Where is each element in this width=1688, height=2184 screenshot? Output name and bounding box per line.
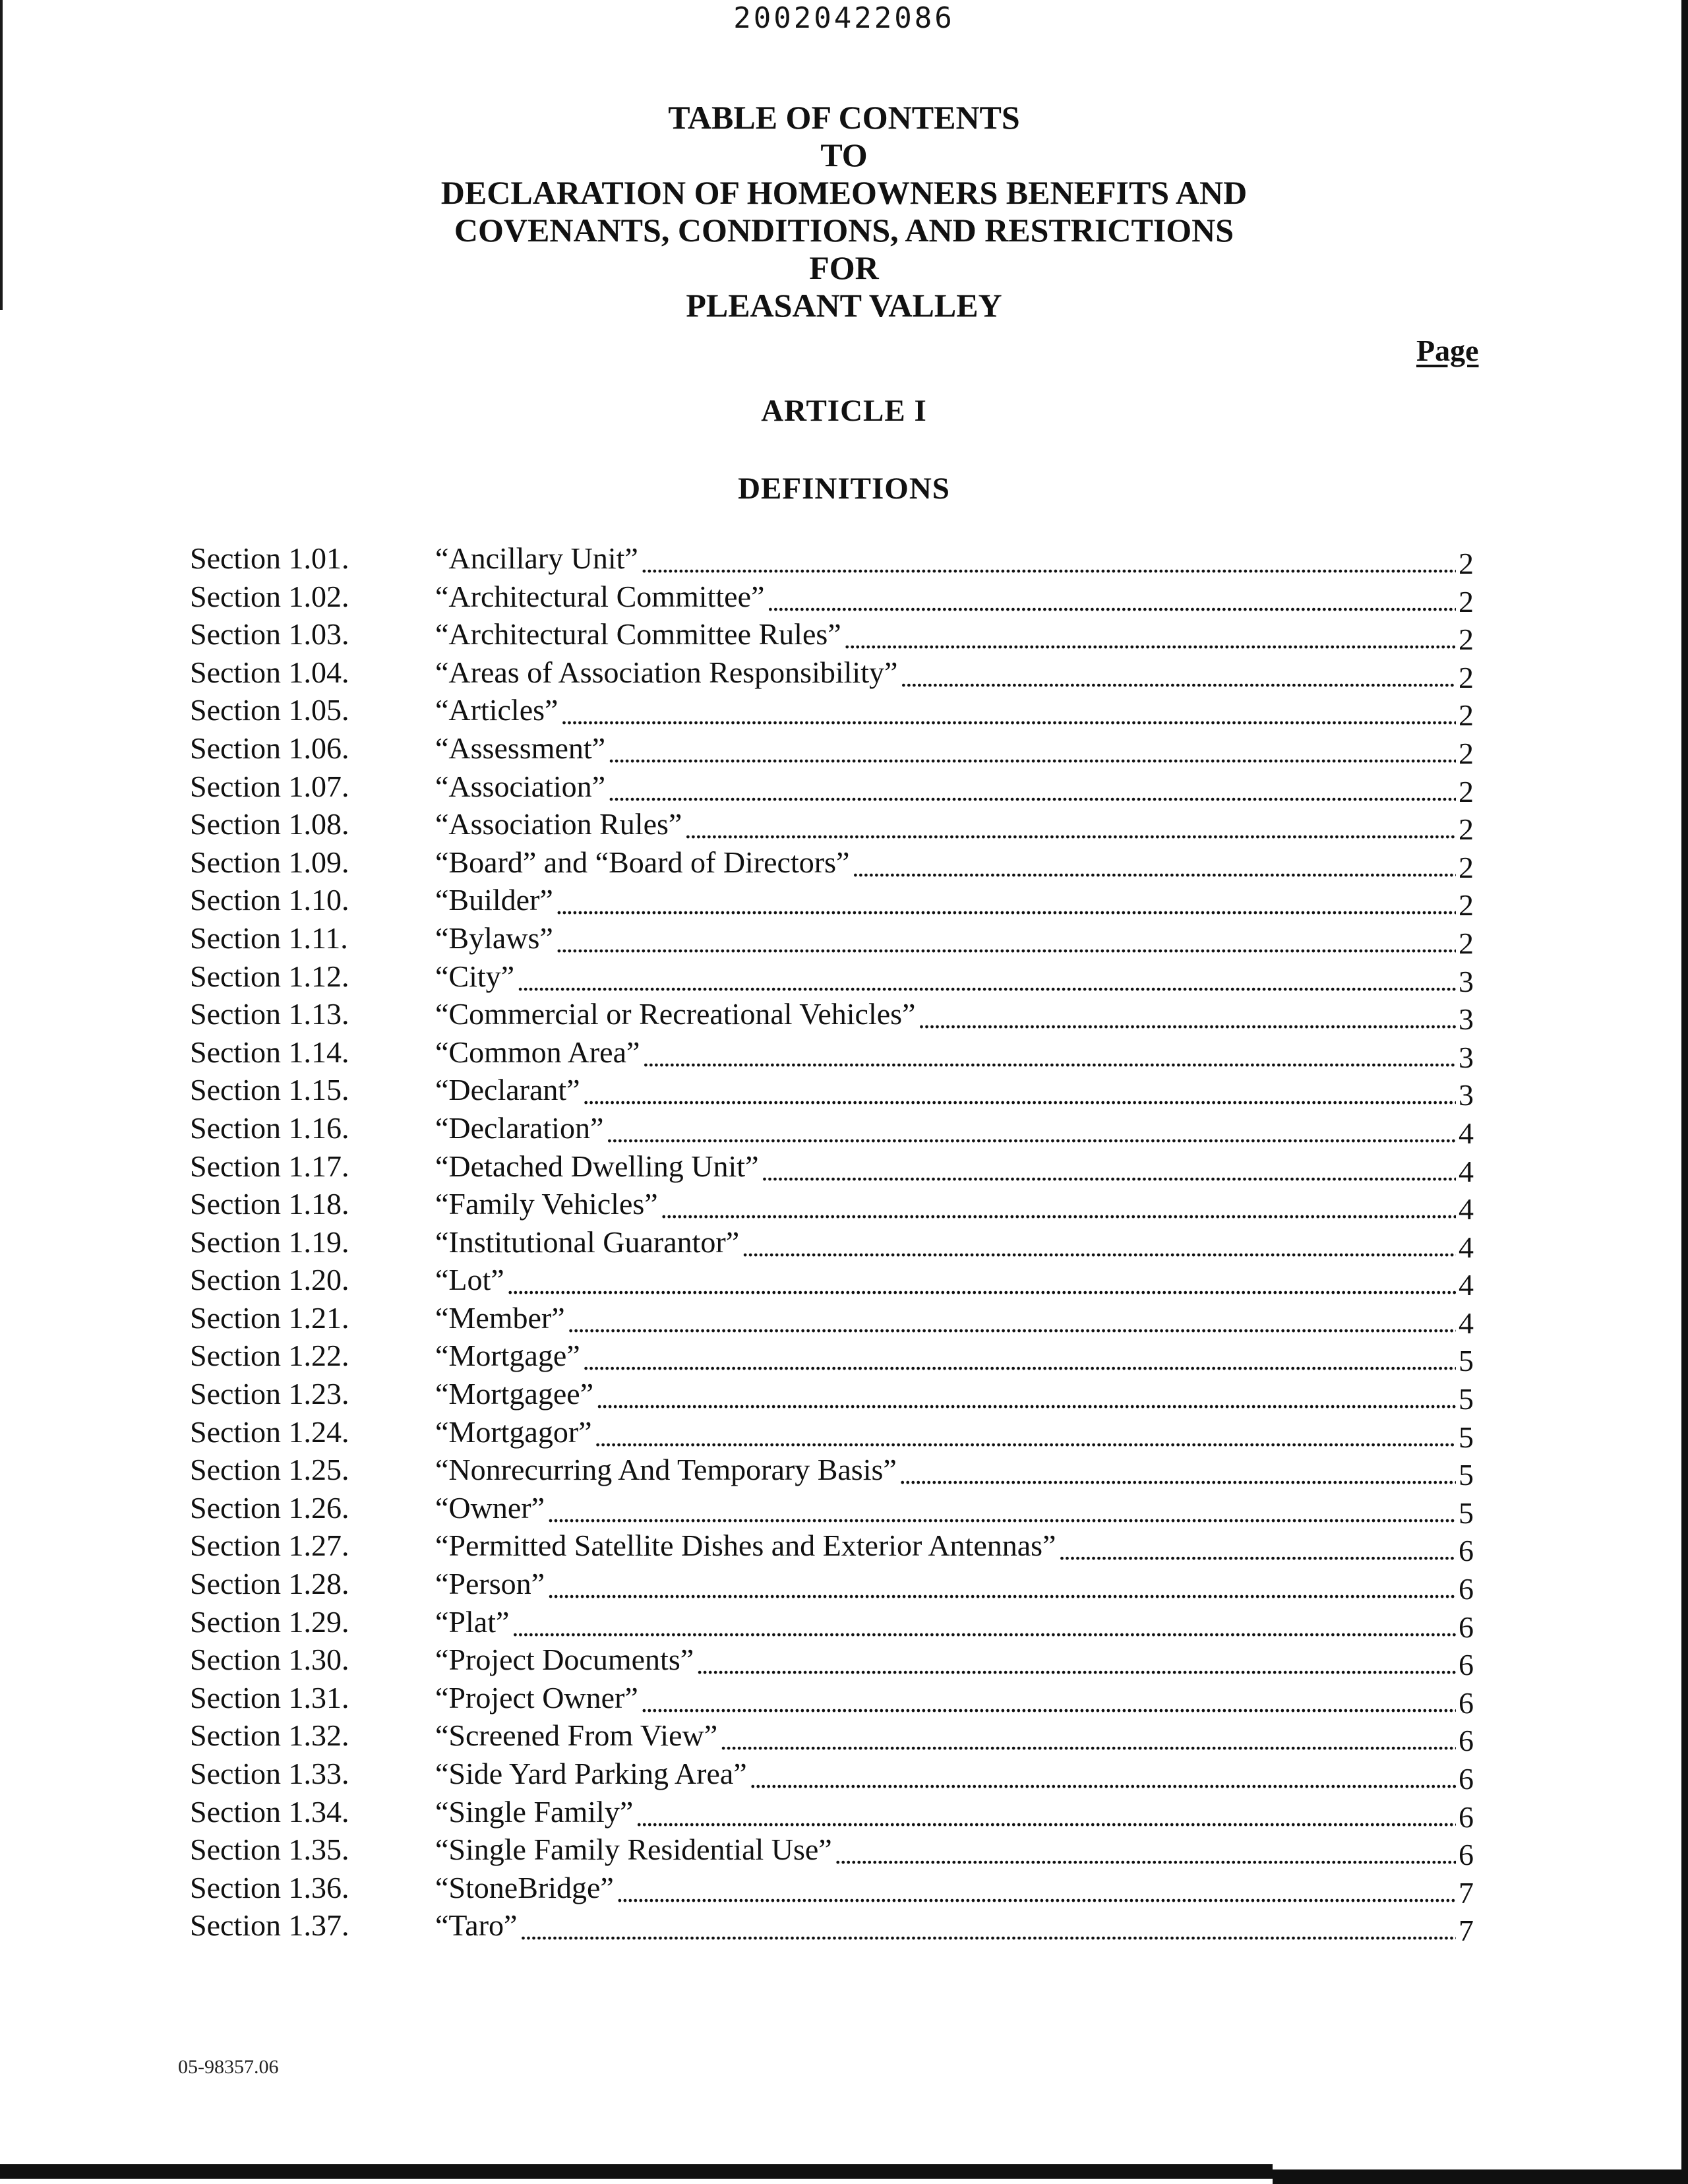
- toc-row: [171, 1755, 1474, 1796]
- toc-page-number: 2: [1459, 698, 1474, 733]
- toc-entry: [435, 653, 1474, 693]
- toc-page-number: 5: [1459, 1458, 1474, 1492]
- toc-section-number: Section 1.34.: [190, 1794, 349, 1829]
- toc-page-number: 5: [1459, 1496, 1474, 1530]
- toc-entry: [435, 1185, 1474, 1225]
- toc-page-number: 4: [1459, 1306, 1474, 1340]
- toc-entry: [435, 1565, 1474, 1604]
- toc-entry-title: “StoneBridge”: [435, 1870, 614, 1904]
- toc-page-number: 2: [1459, 660, 1474, 694]
- toc-page-number: 5: [1459, 1420, 1474, 1454]
- toc-page-number: 2: [1459, 812, 1474, 847]
- toc-page-number: 2: [1459, 888, 1474, 923]
- toc-entry: [435, 1527, 1474, 1566]
- toc-entry: [435, 768, 1474, 807]
- toc-page-number: 6: [1459, 1724, 1474, 1758]
- toc-entry: [435, 1603, 1474, 1643]
- toc-entry-title: “Assessment”: [435, 731, 606, 765]
- toc-entry-title: “Single Family Residential Use”: [435, 1833, 832, 1867]
- toc-row: [171, 1679, 1474, 1720]
- toc-row: [171, 1716, 1474, 1758]
- toc-row: [171, 1337, 1474, 1378]
- toc-page-number: 6: [1459, 1800, 1474, 1834]
- toc-row: [171, 615, 1474, 657]
- toc-entry-title: “Project Owner”: [435, 1680, 638, 1714]
- title-line-6: PLEASANT VALLEY: [686, 287, 1002, 324]
- toc-page-number: 2: [1459, 584, 1474, 619]
- toc-page-number: 6: [1459, 1534, 1474, 1568]
- toc-row: [171, 1906, 1474, 1948]
- toc-entry: [435, 1489, 1474, 1529]
- toc-entry: [435, 1375, 1474, 1414]
- toc-row: [171, 1261, 1474, 1302]
- toc-section-number: Section 1.09.: [190, 845, 349, 879]
- toc-entry: [435, 1906, 1474, 1946]
- toc-section-number: Section 1.21.: [190, 1300, 349, 1335]
- toc-row: [171, 539, 1474, 578]
- toc-row: [171, 1109, 1474, 1150]
- toc-entry: [435, 1641, 1474, 1680]
- toc-entry: [435, 1147, 1474, 1187]
- toc-entry-title: “Declaration”: [435, 1110, 604, 1145]
- toc-row: [171, 768, 1474, 806]
- toc-entry: [435, 805, 1474, 845]
- toc-section-number: Section 1.24.: [190, 1414, 349, 1449]
- toc-row: [171, 1869, 1474, 1910]
- toc-entry-title: “Plat”: [435, 1604, 510, 1639]
- toc-entry-title: “Mortgagee”: [435, 1377, 594, 1411]
- toc-row: [171, 1413, 1474, 1454]
- toc-row: [171, 653, 1474, 692]
- toc-section-number: Section 1.06.: [190, 731, 349, 765]
- toc-page-number: 3: [1459, 964, 1474, 998]
- toc-row: [171, 1033, 1474, 1072]
- toc-section-number: Section 1.07.: [190, 769, 349, 803]
- toc-page-number: 4: [1459, 1192, 1474, 1227]
- page-column-label: Page: [1416, 334, 1479, 367]
- toc-row: [171, 729, 1474, 768]
- toc-section-number: Section 1.35.: [190, 1833, 349, 1867]
- toc-section-number: Section 1.28.: [190, 1567, 349, 1601]
- toc-page-number: 6: [1459, 1572, 1474, 1606]
- toc-entry: [435, 1679, 1474, 1718]
- toc-entry-title: “Declarant”: [435, 1073, 580, 1107]
- toc-page-number: 4: [1459, 1230, 1474, 1264]
- toc-section-number: Section 1.10.: [190, 883, 349, 917]
- toc-row: [171, 1793, 1474, 1834]
- article-subheading: DEFINITIONS: [738, 471, 950, 506]
- toc-entry-title: “Institutional Guarantor”: [435, 1225, 740, 1259]
- toc-entry-title: “Commercial or Recreational Vehicles”: [435, 997, 916, 1031]
- toc-entry-title: “Member”: [435, 1300, 565, 1335]
- toc-row: [171, 578, 1474, 619]
- toc-page-number: 2: [1459, 850, 1474, 884]
- toc-page-number: 3: [1459, 1040, 1474, 1074]
- toc-page-number: 3: [1459, 1078, 1474, 1112]
- toc-entry: [435, 729, 1474, 769]
- toc-entry-title: “Builder”: [435, 883, 553, 917]
- toc-page-number: 2: [1459, 736, 1474, 770]
- toc-entry-title: “Single Family”: [435, 1794, 634, 1829]
- toc-entry: [435, 1869, 1474, 1908]
- toc-page-number: 5: [1459, 1382, 1474, 1416]
- toc-page-number: 6: [1459, 1610, 1474, 1644]
- document-id: 20020422086: [733, 1, 955, 35]
- toc-entry: [435, 615, 1474, 655]
- toc-section-number: Section 1.11.: [190, 921, 348, 955]
- toc-entry-title: “Architectural Committee”: [435, 579, 765, 613]
- toc-section-number: Section 1.15.: [190, 1073, 349, 1107]
- toc-section-number: Section 1.17.: [190, 1149, 349, 1183]
- toc-row: [171, 1375, 1474, 1416]
- toc-page-number: 2: [1459, 547, 1474, 580]
- toc-row: [171, 1831, 1474, 1872]
- toc-section-number: Section 1.03.: [190, 617, 349, 652]
- toc-entry-title: “City”: [435, 959, 515, 993]
- toc-entry: [435, 1071, 1474, 1110]
- toc-row: [171, 1603, 1474, 1644]
- toc-section-number: Section 1.27.: [190, 1529, 349, 1563]
- toc-row: [171, 1527, 1474, 1568]
- toc-section-number: Section 1.14.: [190, 1035, 349, 1069]
- toc-section-number: Section 1.08.: [190, 807, 349, 841]
- toc-section-number: Section 1.13.: [190, 997, 349, 1031]
- toc-page-number: 6: [1459, 1762, 1474, 1796]
- toc-row: [171, 957, 1474, 996]
- toc-row: [171, 1185, 1474, 1227]
- toc-row: [171, 691, 1474, 733]
- toc-page-number: 2: [1459, 622, 1474, 657]
- toc-entry-title: “Ancillary Unit”: [435, 541, 638, 575]
- toc-section-number: Section 1.26.: [190, 1490, 349, 1525]
- toc-section-number: Section 1.30.: [190, 1643, 349, 1677]
- scan-border-bottom: [0, 2164, 1273, 2179]
- toc-row: [171, 995, 1474, 1037]
- toc-entry: [435, 1755, 1474, 1794]
- toc-section-number: Section 1.33.: [190, 1757, 349, 1790]
- article-heading: ARTICLE I: [761, 394, 927, 428]
- toc-entry-title: “Bylaws”: [435, 921, 553, 955]
- toc-section-number: Section 1.05.: [190, 693, 349, 727]
- toc-section-number: Section 1.23.: [190, 1377, 349, 1411]
- toc-entry-title: “Areas of Association Responsibility”: [435, 655, 898, 689]
- toc-page-number: 5: [1459, 1344, 1474, 1378]
- toc-entry: [435, 1413, 1474, 1453]
- toc-row: [171, 881, 1474, 923]
- toc-entry-title: “Screened From View”: [435, 1718, 718, 1753]
- toc-entry: [435, 1337, 1474, 1376]
- toc-section-number: Section 1.20.: [190, 1263, 349, 1297]
- toc-entry-title: “Nonrecurring And Temporary Basis”: [435, 1453, 897, 1487]
- toc-entry: [435, 1793, 1474, 1833]
- toc-row: [171, 919, 1474, 960]
- toc-entry: [435, 881, 1474, 921]
- toc-row: [171, 843, 1474, 882]
- title-line-5: FOR: [809, 249, 879, 286]
- toc-entry: [435, 1109, 1474, 1149]
- toc-row: [171, 1451, 1474, 1492]
- table-of-contents-list: [171, 539, 1474, 1948]
- toc-page-number: 7: [1459, 1914, 1474, 1948]
- toc-entry: [435, 1261, 1474, 1300]
- toc-entry-title: “Side Yard Parking Area”: [435, 1757, 747, 1790]
- toc-section-number: Section 1.22.: [190, 1339, 349, 1373]
- title-line-4: COVENANTS, CONDITIONS, AND RESTRICTIONS: [454, 212, 1234, 249]
- toc-page-number: 4: [1459, 1268, 1474, 1302]
- toc-dot-leader: [520, 1910, 1456, 1950]
- toc-page-number: 6: [1459, 1685, 1474, 1720]
- toc-entry: [435, 691, 1474, 731]
- scan-border-bottom-right: [1273, 2169, 1688, 2184]
- toc-entry-title: “Mortgage”: [435, 1339, 580, 1373]
- toc-page-number: 6: [1459, 1838, 1474, 1872]
- toc-entry: [435, 995, 1474, 1035]
- toc-entry-title: “Permitted Satellite Dishes and Exterior Antennas”: [435, 1529, 1056, 1563]
- toc-row: [171, 1147, 1474, 1186]
- toc-entry-title: “Common Area”: [435, 1035, 640, 1069]
- toc-entry-title: “Architectural Committee Rules”: [435, 617, 841, 652]
- toc-section-number: Section 1.19.: [190, 1225, 349, 1259]
- document-title: [0, 99, 1688, 324]
- footer-document-code: 05-98357.06: [178, 2056, 279, 2078]
- title-line-3: DECLARATION OF HOMEOWNERS BENEFITS AND: [440, 174, 1248, 211]
- toc-section-number: Section 1.25.: [190, 1453, 349, 1487]
- toc-entry: [435, 539, 1474, 579]
- toc-row: [171, 1223, 1474, 1264]
- toc-row: [171, 805, 1474, 847]
- toc-page-number: 2: [1459, 926, 1474, 960]
- toc-section-number: Section 1.04.: [190, 655, 349, 689]
- toc-section-number: Section 1.02.: [190, 579, 349, 613]
- toc-entry: [435, 919, 1474, 959]
- toc-section-number: Section 1.36.: [190, 1870, 349, 1904]
- toc-row: [171, 1641, 1474, 1682]
- toc-entry-title: “Person”: [435, 1567, 545, 1601]
- toc-section-number: Section 1.16.: [190, 1110, 349, 1145]
- toc-page-number: 4: [1459, 1154, 1474, 1188]
- toc-entry-title: “Mortgagor”: [435, 1414, 592, 1449]
- title-line-1: TABLE OF CONTENTS: [668, 99, 1020, 136]
- toc-entry: [435, 1299, 1474, 1339]
- toc-entry: [435, 957, 1474, 997]
- toc-section-number: Section 1.01.: [190, 541, 349, 575]
- toc-entry-title: “Taro”: [435, 1908, 518, 1943]
- toc-page-number: 6: [1459, 1648, 1474, 1682]
- toc-section-number: Section 1.32.: [190, 1718, 349, 1753]
- toc-entry: [435, 843, 1474, 883]
- toc-entry-title: “Detached Dwelling Unit”: [435, 1149, 759, 1183]
- toc-entry-title: “Articles”: [435, 693, 558, 727]
- toc-entry: [435, 1716, 1474, 1756]
- toc-section-number: Section 1.37.: [190, 1908, 349, 1943]
- toc-entry: [435, 1831, 1474, 1870]
- toc-entry: [435, 1451, 1474, 1490]
- toc-entry-title: “Project Documents”: [435, 1643, 694, 1677]
- toc-page-number: 2: [1459, 774, 1474, 808]
- toc-entry-title: “Association”: [435, 769, 606, 803]
- toc-row: [171, 1071, 1474, 1112]
- title-line-2: TO: [820, 136, 868, 173]
- toc-entry: [435, 1033, 1474, 1073]
- toc-row: [171, 1489, 1474, 1530]
- toc-page-number: 3: [1459, 1002, 1474, 1037]
- toc-entry: [435, 578, 1474, 617]
- toc-section-number: Section 1.31.: [190, 1680, 349, 1714]
- scan-border-right: [1681, 0, 1688, 2184]
- toc-section-number: Section 1.29.: [190, 1604, 349, 1639]
- toc-entry-title: “Family Vehicles”: [435, 1187, 658, 1221]
- toc-page-number: 7: [1459, 1875, 1474, 1910]
- toc-entry-title: “Board” and “Board of Directors”: [435, 845, 850, 879]
- toc-section-number: Section 1.12.: [190, 959, 349, 993]
- toc-entry: [435, 1223, 1474, 1263]
- toc-page-number: 4: [1459, 1116, 1474, 1150]
- toc-row: [171, 1565, 1474, 1606]
- toc-row: [171, 1299, 1474, 1340]
- toc-entry-title: “Lot”: [435, 1263, 504, 1297]
- toc-entry-title: “Owner”: [435, 1490, 545, 1525]
- toc-section-number: Section 1.18.: [190, 1187, 349, 1221]
- toc-entry-title: “Association Rules”: [435, 807, 682, 841]
